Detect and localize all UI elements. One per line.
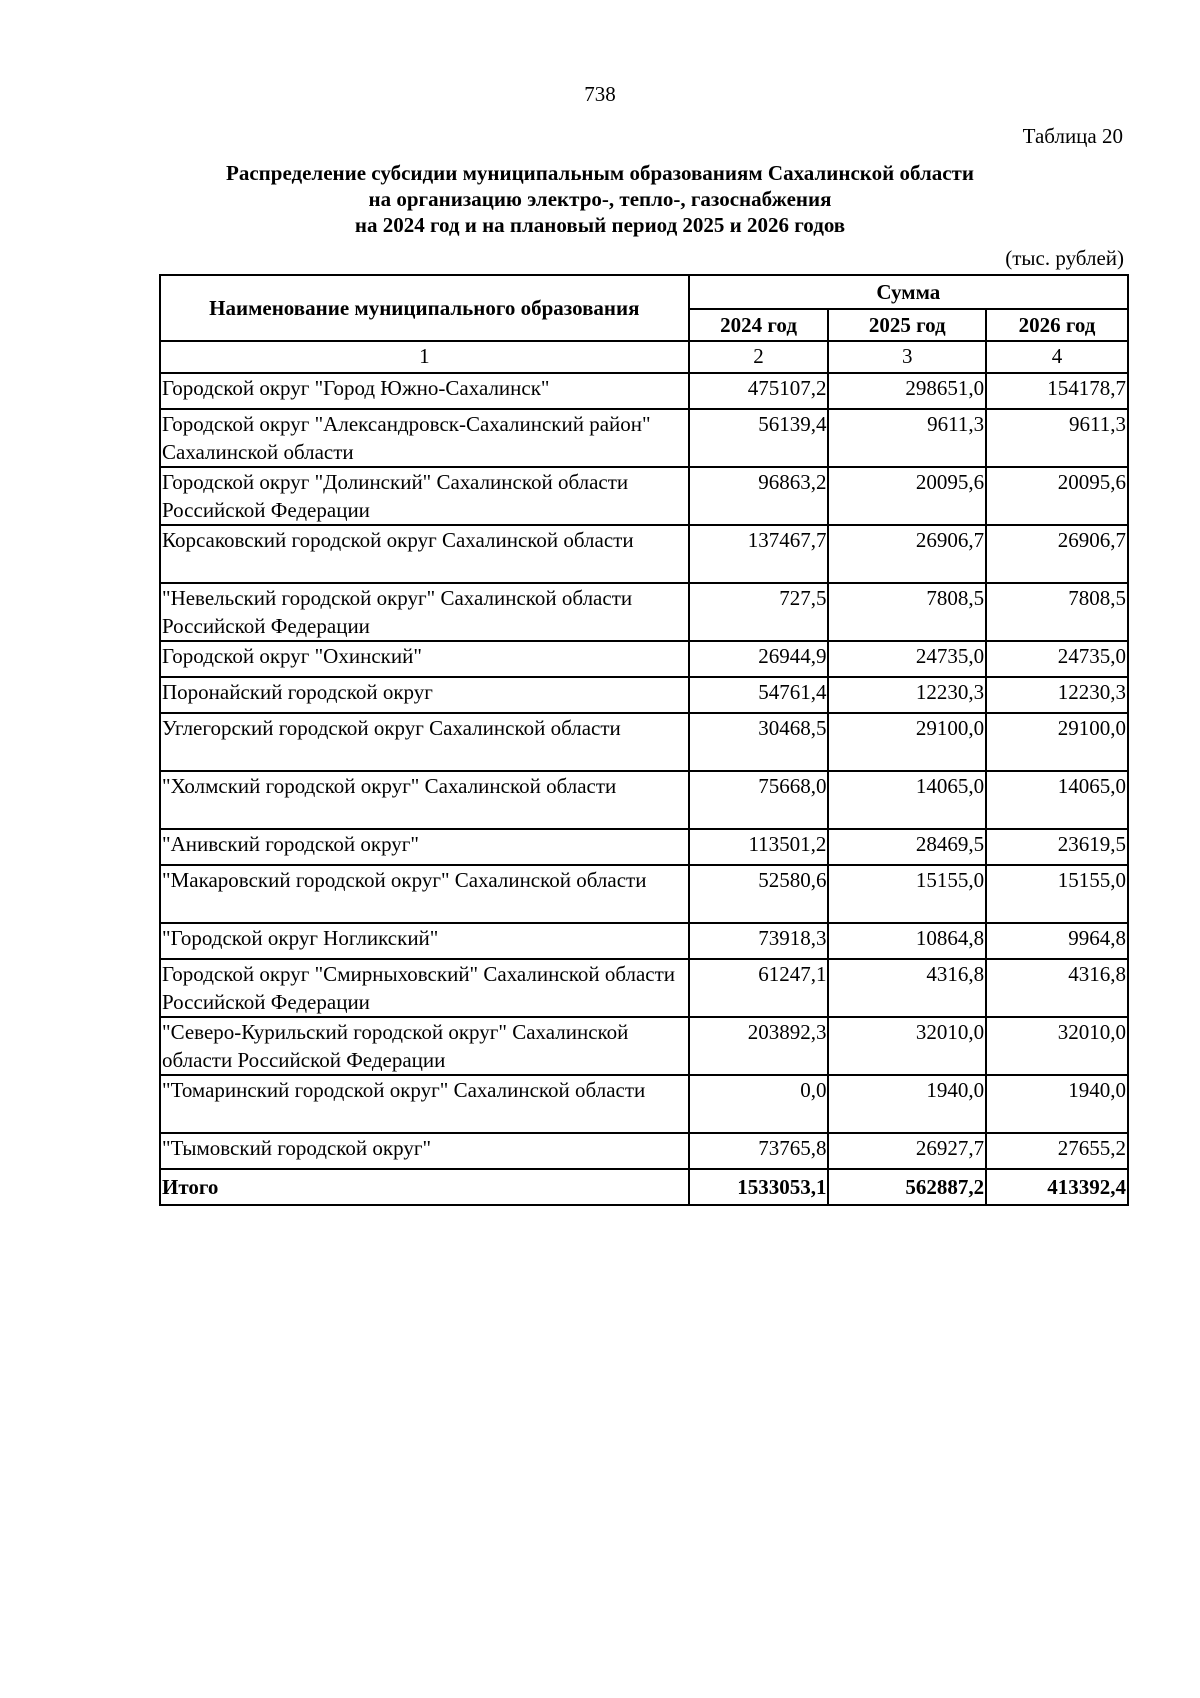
table-body	[160, 373, 1128, 1205]
table-row	[160, 865, 1128, 923]
municipality-name: "Анивский городской округ"	[160, 829, 689, 865]
value-2026: 27655,2	[986, 1133, 1128, 1169]
value-2026: 26906,7	[986, 525, 1128, 583]
municipality-name: "Холмский городской округ" Сахалинской области	[160, 771, 689, 829]
table-row	[160, 373, 1128, 409]
value-2025: 12230,3	[828, 677, 986, 713]
municipality-name: Городской округ "Долинский" Сахалинской области Российской Федерации	[160, 467, 689, 525]
header-year-2025: 2025 год	[828, 309, 986, 341]
table-row	[160, 677, 1128, 713]
value-2024: 0,0	[689, 1075, 829, 1133]
value-2024: 137467,7	[689, 525, 829, 583]
table-row	[160, 1017, 1128, 1075]
table-row	[160, 829, 1128, 865]
value-2025: 32010,0	[828, 1017, 986, 1075]
column-number: 2	[689, 341, 829, 373]
value-2026: 12230,3	[986, 677, 1128, 713]
table-row	[160, 409, 1128, 467]
table-row	[160, 1075, 1128, 1133]
total-2024: 1533053,1	[689, 1169, 829, 1205]
table-row	[160, 771, 1128, 829]
value-2025: 7808,5	[828, 583, 986, 641]
value-2025: 26927,7	[828, 1133, 986, 1169]
value-2025: 14065,0	[828, 771, 986, 829]
municipality-name: Городской округ "Смирныховский" Сахалинской области Российской Федерации	[160, 959, 689, 1017]
value-2024: 61247,1	[689, 959, 829, 1017]
municipality-name: Корсаковский городской округ Сахалинской области	[160, 525, 689, 583]
value-2026: 15155,0	[986, 865, 1128, 923]
municipality-name: "Тымовский городской округ"	[160, 1133, 689, 1169]
subsidy-table	[159, 274, 1129, 1206]
value-2025: 9611,3	[828, 409, 986, 467]
table-row	[160, 923, 1128, 959]
value-2026: 20095,6	[986, 467, 1128, 525]
value-2026: 154178,7	[986, 373, 1128, 409]
value-2025: 15155,0	[828, 865, 986, 923]
value-2026: 14065,0	[986, 771, 1128, 829]
value-2025: 4316,8	[828, 959, 986, 1017]
table-row	[160, 467, 1128, 525]
total-2025: 562887,2	[828, 1169, 986, 1205]
value-2026: 9611,3	[986, 409, 1128, 467]
municipality-name: "Городской округ Ногликский"	[160, 923, 689, 959]
value-2025: 28469,5	[828, 829, 986, 865]
table-row	[160, 641, 1128, 677]
municipality-name: Поронайский городской округ	[160, 677, 689, 713]
municipality-name: "Томаринский городской округ" Сахалинской области	[160, 1075, 689, 1133]
value-2024: 113501,2	[689, 829, 829, 865]
value-2024: 203892,3	[689, 1017, 829, 1075]
value-2024: 52580,6	[689, 865, 829, 923]
table-row	[160, 713, 1128, 771]
value-2024: 26944,9	[689, 641, 829, 677]
header-year-2024: 2024 год	[689, 309, 829, 341]
value-2026: 24735,0	[986, 641, 1128, 677]
value-2025: 29100,0	[828, 713, 986, 771]
value-2025: 10864,8	[828, 923, 986, 959]
municipality-name: Городской округ "Охинский"	[160, 641, 689, 677]
title-line-1: Распределение субсидии муниципальным образованиям Сахалинской области	[226, 161, 974, 185]
table-row	[160, 1133, 1128, 1169]
table-label: Таблица 20	[1022, 124, 1123, 148]
municipality-name: Углегорский городской округ Сахалинской области	[160, 713, 689, 771]
value-2024: 30468,5	[689, 713, 829, 771]
column-number: 1	[160, 341, 689, 373]
value-2025: 20095,6	[828, 467, 986, 525]
value-2026: 23619,5	[986, 829, 1128, 865]
header-name: Наименование муниципального образования	[160, 275, 689, 341]
value-2026: 32010,0	[986, 1017, 1128, 1075]
total-2026: 413392,4	[986, 1169, 1128, 1205]
value-2024: 54761,4	[689, 677, 829, 713]
municipality-name: "Северо-Курильский городской округ" Сахалинской области Российской Федерации	[160, 1017, 689, 1075]
document-title	[0, 160, 1200, 238]
column-number: 3	[828, 341, 986, 373]
title-line-3: на 2024 год и на плановый период 2025 и 2026 годов	[354, 213, 846, 237]
value-2026: 29100,0	[986, 713, 1128, 771]
value-2024: 727,5	[689, 583, 829, 641]
value-2024: 73765,8	[689, 1133, 829, 1169]
value-2026: 7808,5	[986, 583, 1128, 641]
value-2025: 298651,0	[828, 373, 986, 409]
value-2024: 475107,2	[689, 373, 829, 409]
municipality-name: "Макаровский городской округ" Сахалинской области	[160, 865, 689, 923]
municipality-name: Городской округ "Александровск-Сахалинский район" Сахалинской области	[160, 409, 689, 467]
table-row	[160, 959, 1128, 1017]
value-2024: 75668,0	[689, 771, 829, 829]
title-line-2: на организацию электро-, тепло-, газоснабжения	[368, 187, 832, 211]
municipality-name: "Невельский городской округ" Сахалинской области Российской Федерации	[160, 583, 689, 641]
value-2025: 24735,0	[828, 641, 986, 677]
municipality-name: Городской округ "Город Южно-Сахалинск"	[160, 373, 689, 409]
total-row	[160, 1169, 1128, 1205]
value-2024: 96863,2	[689, 467, 829, 525]
table-row	[160, 525, 1128, 583]
value-2025: 26906,7	[828, 525, 986, 583]
column-number: 4	[986, 341, 1128, 373]
header-sum: Сумма	[689, 275, 1128, 309]
table-row	[160, 583, 1128, 641]
value-2026: 9964,8	[986, 923, 1128, 959]
header-year-2026: 2026 год	[986, 309, 1128, 341]
value-2024: 56139,4	[689, 409, 829, 467]
total-label: Итого	[160, 1169, 689, 1205]
value-2025: 1940,0	[828, 1075, 986, 1133]
value-2026: 4316,8	[986, 959, 1128, 1017]
page-number: 738	[584, 82, 616, 106]
value-2024: 73918,3	[689, 923, 829, 959]
value-2026: 1940,0	[986, 1075, 1128, 1133]
units-label: (тыс. рублей)	[1005, 246, 1124, 270]
